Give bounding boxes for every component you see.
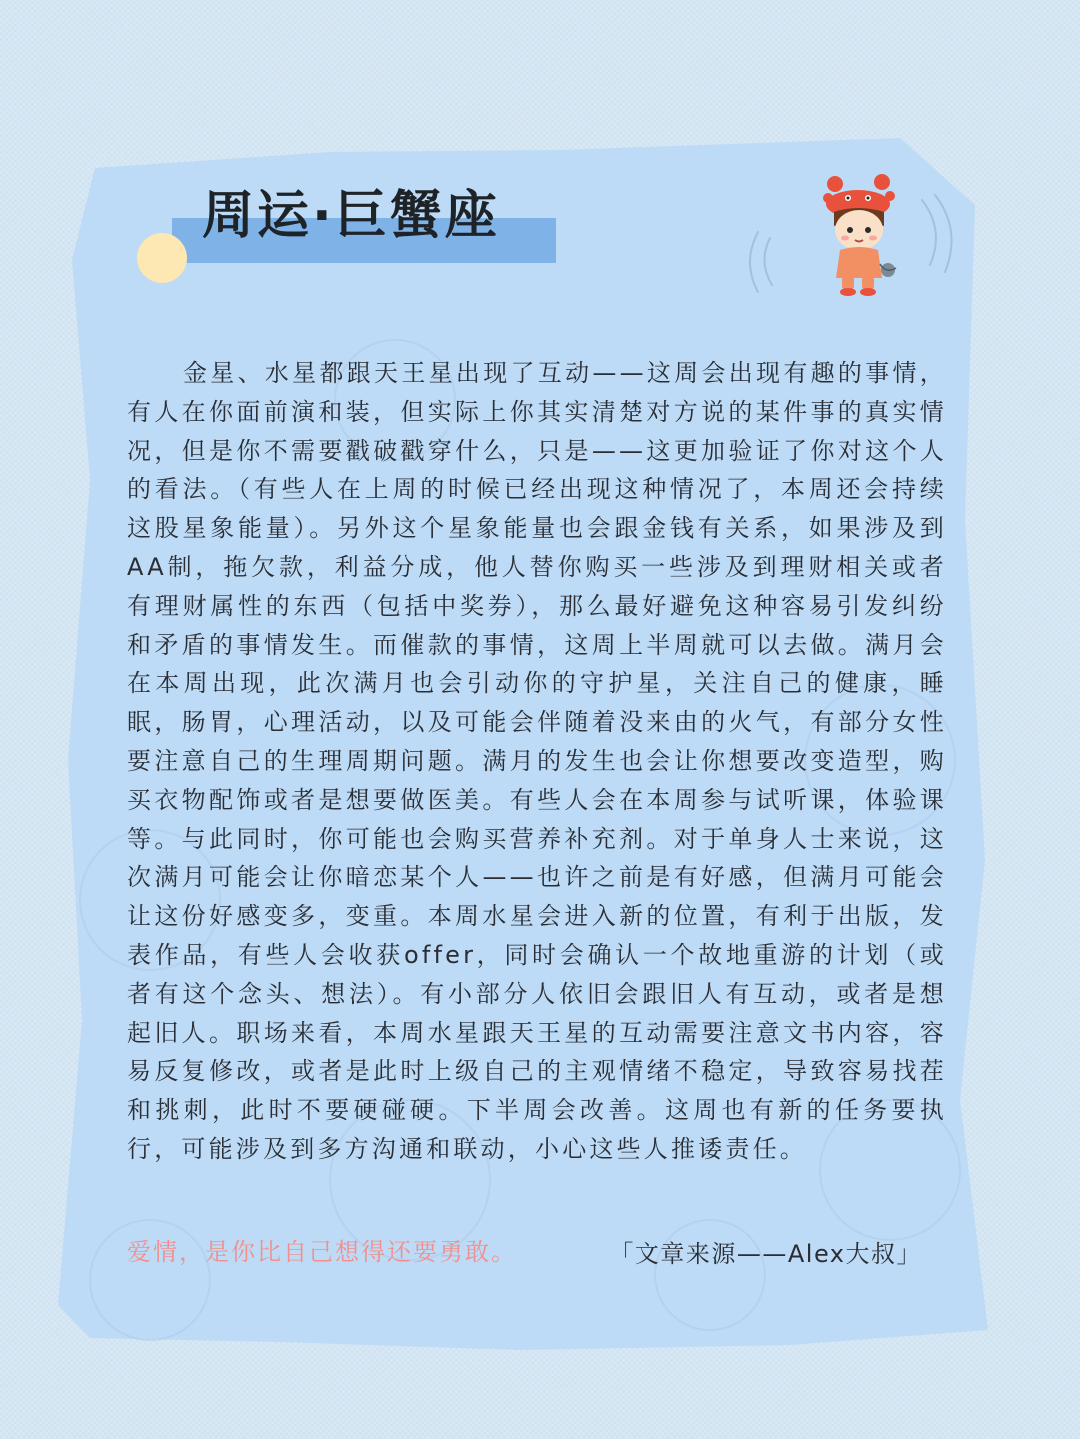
title-accent-dot [137, 233, 187, 283]
crab-hat-child-mascot-icon [800, 170, 950, 300]
love-quote: 爱情，是你比自己想得还要勇敢。 [127, 1238, 517, 1266]
article-source: 「文章来源——Alex大叔」 [609, 1240, 922, 1268]
article-body: 金星、水星都跟天王星出现了互动——这周会出现有趣的事情，有人在你面前演和装，但实际上你其实清楚对方说的某件事的真实情况，但是你不需要戳破戳穿什么，只是——这更加验证了你对这个人的看法。（有些人在上周的时候已经出现这种情况了，本周还会持续这股星象能量）。另外这个星象能量也会跟金钱有关系，如果涉及到AA制，拖欠款，利益分成，他人替你购买一些涉及到理财相关或者有理财属性的东西（包括中奖券），那么最好避免这种容易引发纠纷和矛盾的事情发生。而催款的事情，这周上半周就可以去做。满月会在本周出现，此次满月也会引动你的守护星，关注自己的健康，睡眠，肠胃，心理活动，以及可能会伴随着没来由的火气，有部分女性要注意自己的生理周期问题。满月的发生也会让你想要改变造型，购买衣物配饰或者是想要做医美。有些人会在本周参与试听课，体验课等。与此同时，你可能也会购买营养补充剂。对于单身人士来说，这次满月可能会让你暗恋某个人——也许之前是有好感，但满月可能会让这份好感变多，变重。本周水星会进入新的位置，有利于出版，发表作品，有些人会收获offer，同时会确认一个故地重游的计划（或者有这个念头、想法）。有小部分人依旧会跟旧人有互动，或者是想起旧人。职场来看，本周水星跟天王星的互动需要注意文书内容，容易反复修改，或者是此时上级自己的主观情绪不稳定，导致容易找茬和挑刺，此时不要硬碰硬。下半周会改善。这周也有新的任务要执行，可能涉及到多方沟通和联动，小心这些人推诿责任。 [127, 359, 947, 1163]
page-title: 周运·巨蟹座 [202, 186, 500, 246]
